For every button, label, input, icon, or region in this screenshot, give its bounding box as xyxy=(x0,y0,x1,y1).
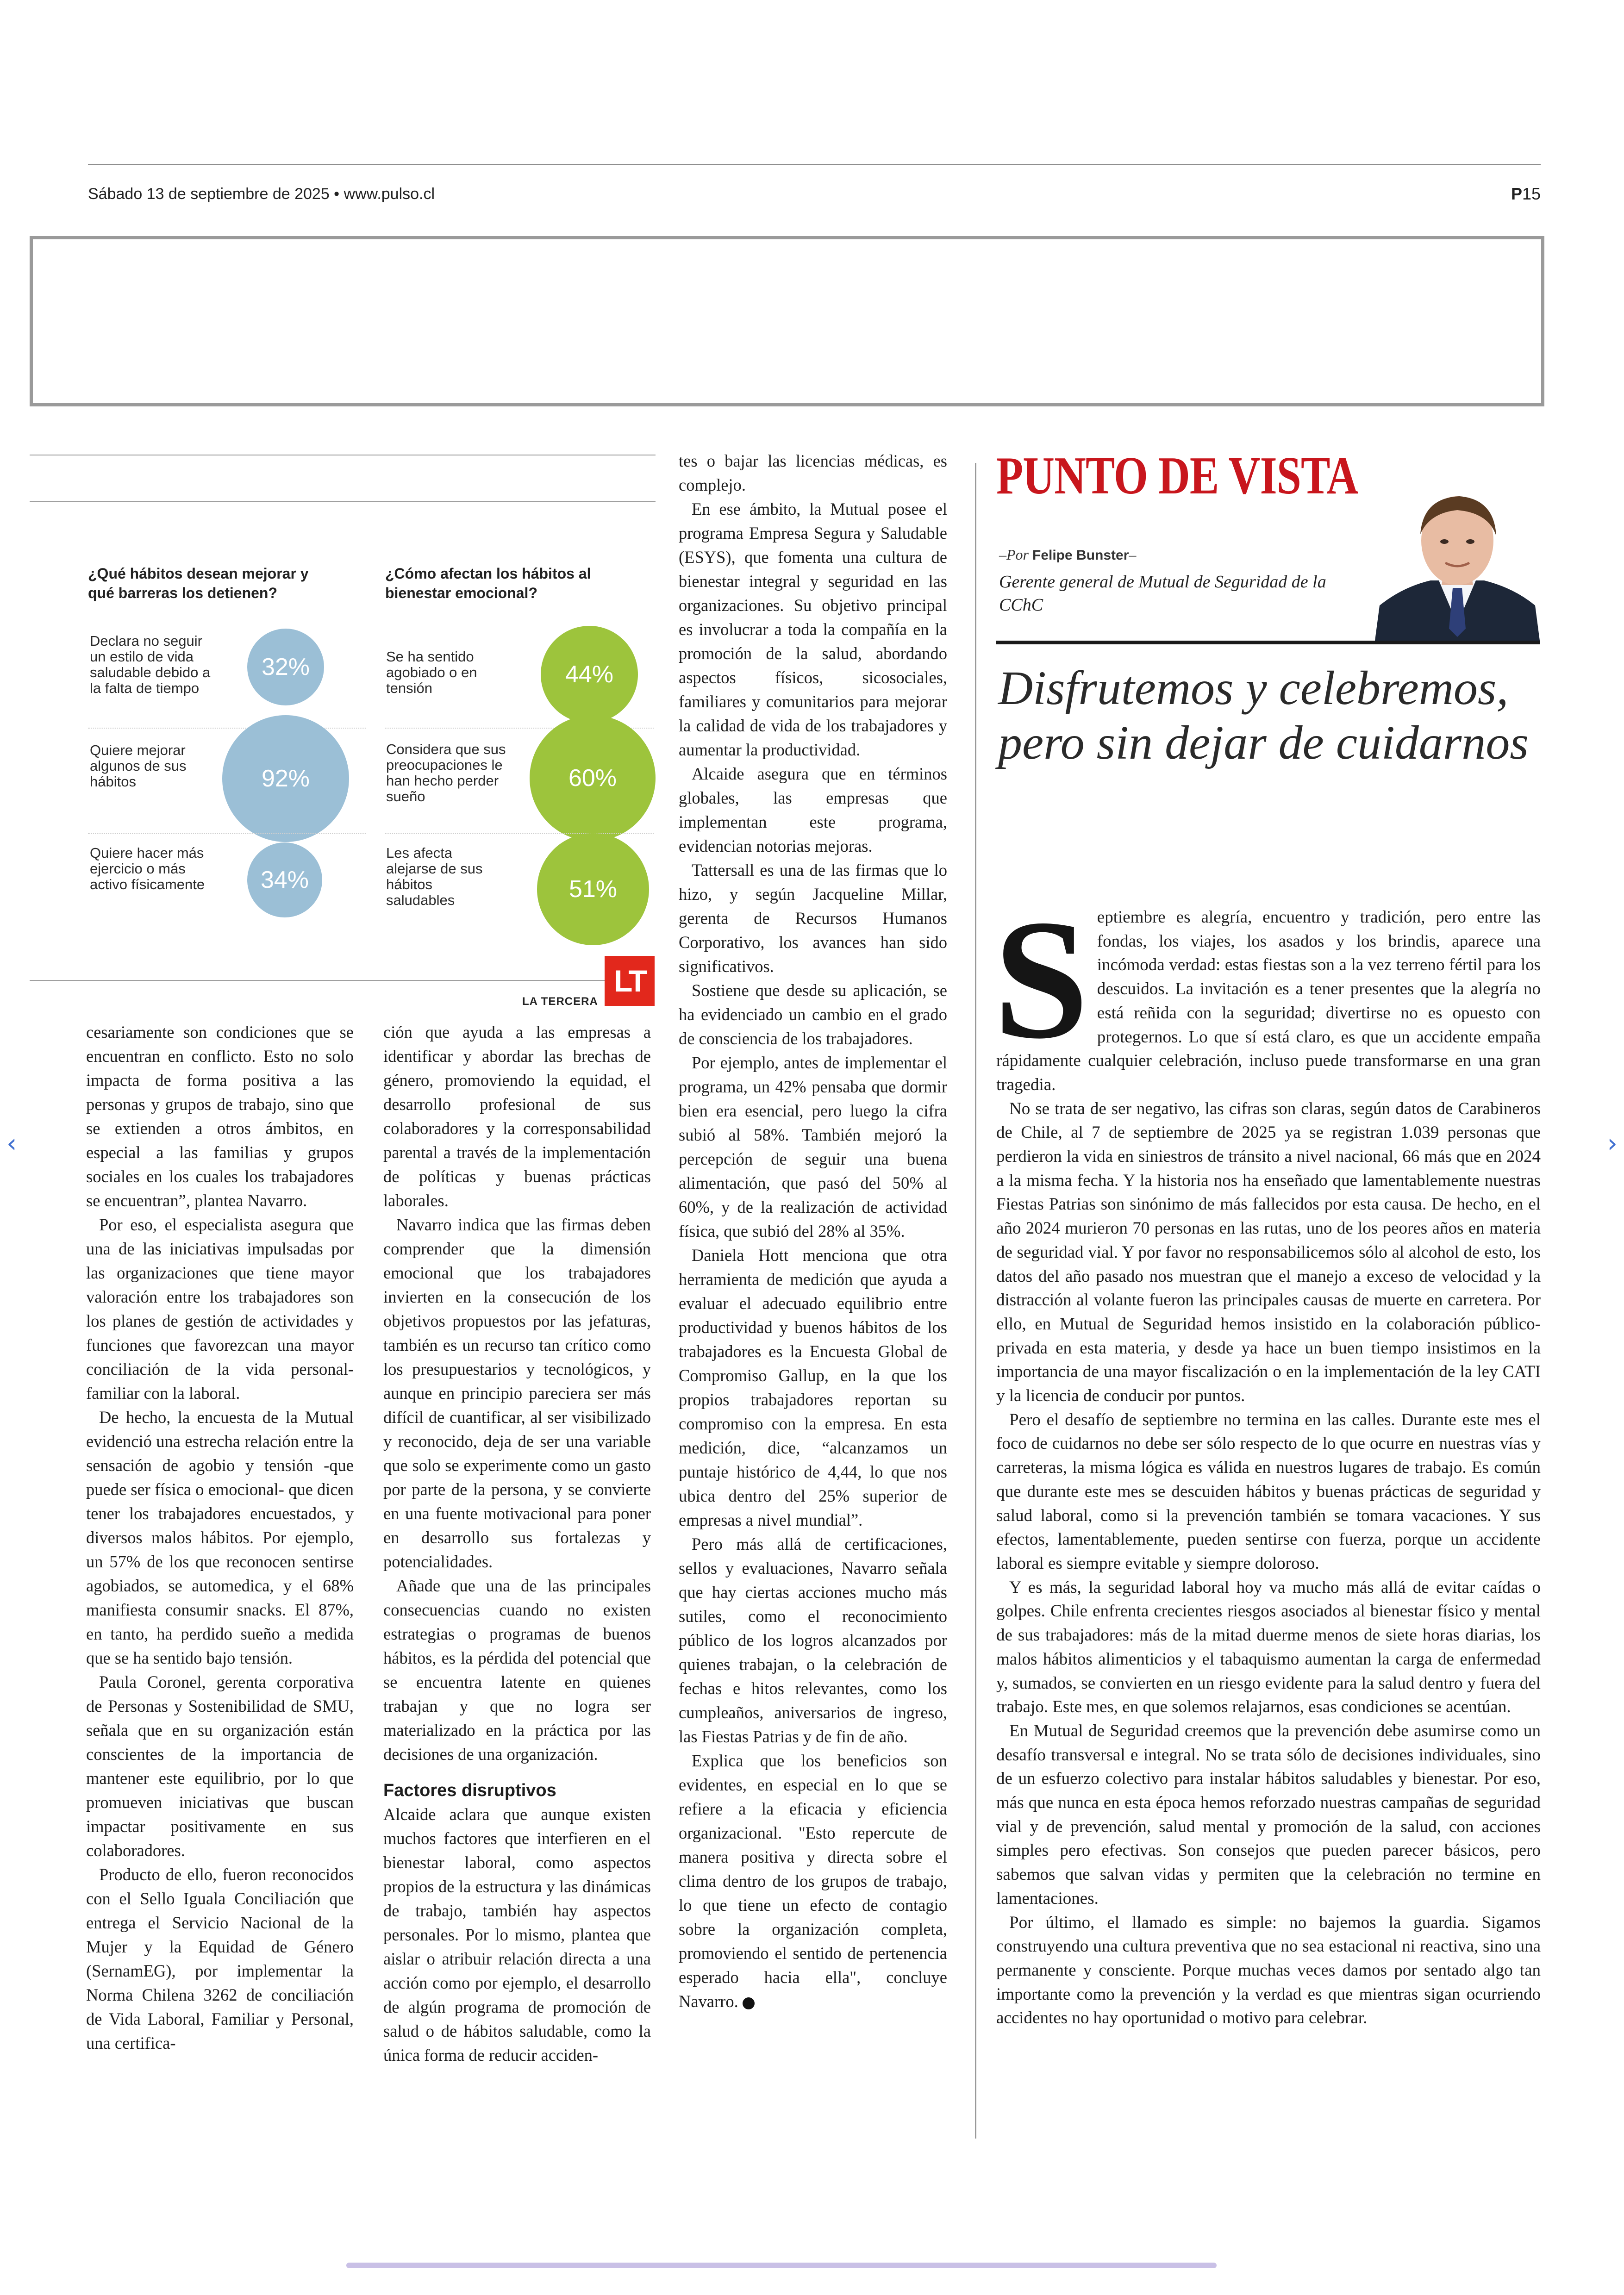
q1-separator-2 xyxy=(88,833,366,834)
section-title: PUNTO DE VISTA xyxy=(996,446,1358,505)
opinion-header-rule xyxy=(996,641,1540,644)
article-c2-p1: ción que ayuda a las empresas a identificar y abordar las brechas de género, promoviendo la equidad, el desarrollo profesional de sus colaboradores y la corresponsabilidad parental a través de la implementación de políticas y buenas prácticas laborales. xyxy=(383,1023,651,1210)
la-tercera-logo: LT xyxy=(605,956,655,1006)
dropcap-letter: S xyxy=(993,885,1089,1074)
q2-item-2-label: Considera que sus preocupaciones le han hecho perder sueño xyxy=(386,741,506,804)
opinion-title: Disfrutemos y celebremos, pero sin dejar de cuidarnos xyxy=(998,661,1529,769)
header-date-site: Sábado 13 de septiembre de 2025 • www.pulso.cl xyxy=(88,185,435,203)
infographic-source: LA TERCERA xyxy=(522,995,598,1008)
q1-item-1-bubble: 32% xyxy=(247,629,324,705)
article-c3-p2: En ese ámbito, la Mutual posee el programa Empresa Segura y Saludable (ESYS), que fomenta una cultura de bienestar integral y seguridad en las organizaciones. Su objetivo principal es involucrar a toda la compañía en la promoción de la salud, abordando aspectos físicos, sicosociales, familiares y comunitarios para mejorar la calidad de vida de los trabajadores y aumentar la productividad. xyxy=(679,499,947,759)
byline-author: Felipe Bunster xyxy=(1032,548,1129,563)
q2-title: ¿Cómo afectan los hábitos al bienestar emocional? xyxy=(385,565,591,601)
article-c3-p8: Pero más allá de certificaciones, sellos y evaluaciones, Navarro señala que hay ciertas acciones mucho más sutiles, como el reconocimiento público de los logros alcanzados por quienes trabajan, o la celebración de fechas e hitos relevantes, como los cumpleaños, aniversarios de ingreso, las Fiestas Patrias y de fin de año. xyxy=(679,1534,947,1746)
q1-item-3-label: Quiere hacer más ejercicio o más activo físicamente xyxy=(90,845,205,892)
opinion-p5: En Mutual de Seguridad creemos que la prevención debe asumirse como un desafío transversal e integral. No se trata sólo de decisiones individuales, sino de un esfuerzo colectivo para instalar hábitos saludables y bienestar. Por eso, más que nunca en esta época hemos reforzado nuestras campañas de seguridad vial y de prevención, salud mental y promoción de la salud, con acciones simples pero efectivas. Son consejos que pueden parecer básicos, pero sabemos que salvan vidas y permiten que la celebración no termine en lamentaciones. xyxy=(996,1721,1541,1908)
article-c3-p5: Sostiene que desde su aplicación, se ha evidenciado un cambio en el grado de consciencia de los trabajadores. xyxy=(679,981,947,1048)
prev-page-icon[interactable]: ‹ xyxy=(6,1129,17,1159)
opinion-body xyxy=(993,885,1541,2030)
article-column-2 xyxy=(383,1020,651,2067)
next-page-icon[interactable]: › xyxy=(1607,1129,1618,1159)
byline-prefix: –Por xyxy=(999,546,1029,563)
page-number-value: 15 xyxy=(1522,184,1541,203)
end-mark-icon xyxy=(743,1997,755,2009)
article-c3-p7: Daniela Hott menciona que otra herramienta de medición que ayuda a evaluar el adecuado equilibrio entre productividad y buenos hábitos de los trabajadores es la Encuesta Global de Compromiso Gallup, en la que los propios trabajadores reportan su compromiso con la empresa. En esta medición, dice, “alcanzamos un puntaje histórico de 4,44, lo que nos ubica dentro del 25% superior de empresas a nivel mundial”. xyxy=(679,1246,947,1529)
article-c1-p2: Por eso, el especialista asegura que una de las iniciativas impulsadas por las organizaciones que tiene mayor valoración entre los trabajadores son los planes de gestión de actividades y funciones que favorezcan una mayor conciliación de la vida personal- familiar con la laboral. xyxy=(86,1215,354,1403)
q2-item-2-bubble: 60% xyxy=(530,715,656,841)
opinion-p3: Pero el desafío de septiembre no termina en las calles. Durante este mes el foco de cuidarnos no debe ser sólo respecto de lo que ocurre en nuestras vías y carreteras, la misma lógica es válida en nuestros lugares de trabajo. Es común que durante este mes se descuiden hábitos y buenas prácticas de seguridad y salud laboral, como si la prevención también se tomara vacaciones. Y sus efectos, lamentablemente, pueden sentirse con fuerza, porque un accidente laboral es siempre evitable y siempre doloroso. xyxy=(996,1410,1541,1573)
q1-title: ¿Qué hábitos desean mejorar y qué barreras los detienen? xyxy=(88,565,309,601)
article-c2-p3: Añade que una de las principales consecuencias cuando no existen estrategias o programas de buenos hábitos, es la pérdida del potencial que se encuentra latente en quienes trabajan y que no logra ser materializado en la práctica por las decisiones de una organización. xyxy=(383,1576,651,1764)
article-column-1 xyxy=(86,1020,354,2055)
article-c1-p1: cesariamente son condiciones que se encuentran en conflicto. Esto no solo impacta de forma positiva a las personas y grupos de trabajo, sino que se extienden a otros ámbitos, en especial a las familias y grupos sociales en los cuales los trabajadores se encuentran”, plantea Navarro. xyxy=(86,1023,354,1210)
article-c1-p3: De hecho, la encuesta de la Mutual evidenció una estrecha relación entre la sensación de agobio y tensión -que puede ser física o emocional- que dicen tener los trabajadores encuestados, y diversos malos hábitos. Por ejemplo, un 57% de los que reconocen sentirse agobiados, se automedica, y el 68% manifiesta consumir snacks. El 87%, en tanto, ha perdido sueño a medida que se ha sentido bajo tensión. xyxy=(86,1408,354,1667)
q2-item-1-bubble: 44% xyxy=(541,626,638,723)
header-top-rule xyxy=(88,164,1541,165)
article-c3-p3: Alcaide asegura que en términos globales, las empresas que implementan este programa, evidencian notorias mejoras. xyxy=(679,764,947,855)
opinion-p2: No se trata de ser negativo, las cifras son claras, según datos de Carabineros de Chile, al 7 de septiembre de 2025 ya se registran 1.039 personas que perdieron la vida en siniestros de tránsito a nivel nacional, 66 más que en 2024 a la misma fecha. Y la historia nos ha enseñado que lamentablemente nuestras Fiestas Patrias son sinónimo de más fallecidos por esta causa. De hecho, en el año 2024 murieron 70 personas en las rutas, uno de los peores años en materia de seguridad vial. Y por favor no responsabilicemos sólo al alcohol de esto, los datos del año pasado nos muestran que el manejo a exceso de velocidad y la distracción al volante fueron las principales causas de muerte en carretera. Por ello, en Mutual de Seguridad hemos insistido en la colaboración público-privada en esta materia, y desde ya hace un buen tiempo insistimos en la importancia de una mayor fiscalización o en la implementación de la ley CATI y la licencia de conducir por puntos. xyxy=(996,1099,1541,1406)
article-c1-p5: Producto de ello, fueron reconocidos con el Sello Iguala Conciliación que entrega el Servicio Nacional de la Mujer y la Equidad de Género (SernamEG), por implementar la Norma Chilena 3262 de conciliación de Vida Laboral, Familiar y Personal, una certifica- xyxy=(86,1865,354,2052)
horizontal-scrollbar[interactable] xyxy=(346,2263,1217,2268)
q1-item-2-label: Quiere mejorar algunos de sus hábitos xyxy=(90,742,187,790)
infographic-bottom-rule xyxy=(30,980,608,981)
opinion-p4: Y es más, la seguridad laboral hoy va mucho más allá de evitar caídas o golpes. Chile enfrenta crecientes riesgos asociados al bienestar físico y mental de sus trabajadores: más de la mitad duerme menos de siete horas diarias, los malos hábitos alimenticios y el tabaquismo aumentan la carga de enfermedad y, sumados, se convierten en un riesgo evidente para la salud dentro y fuera del trabajo. Este mes, en que solemos relajarnos, esas condiciones se acentúan. xyxy=(996,1578,1541,1717)
article-c2-p2: Navarro indica que las firmas deben comprender que la dimensión emocional que los trabajadores invierten en la consecución de los objetivos propuestos por las jefaturas, también es un recurso tan crítico como los presupuestarios y tecnológicos, y aunque en principio pareciera ser más difícil de cuantificar, al ser visibilizado y reconocido, deja de ser una variable que solo se experimente como un gasto por parte de la persona, y se convierte en una fuente motivacional para poner en desarrollo sus fortalezas y potencialidades. xyxy=(383,1215,651,1571)
q2-separator-2 xyxy=(385,833,654,834)
article-c3-p9 xyxy=(679,1749,947,2014)
article-c1-p4: Paula Coronel, gerenta corporativa de Personas y Sostenibilidad de SMU, señala que en su organización están conscientes de la importancia de mantener este equilibrio, por lo que promueven iniciativas que buscan impactar positivamente en sus colaboradores. xyxy=(86,1672,354,1860)
q1-item-1-label: Declara no seguir un estilo de vida saludable debido a la falta de tiempo xyxy=(90,633,211,696)
byline-suffix: – xyxy=(1129,546,1137,563)
q2-item-3-label: Les afecta alejarse de sus hábitos saludables xyxy=(386,845,483,908)
column-divider xyxy=(975,463,976,2139)
article-subheading: Factores disruptivos xyxy=(383,1781,556,1800)
article-column-3 xyxy=(679,449,947,2014)
article-c3-p6: Por ejemplo, antes de implementar el programa, un 42% pensaba que dormir bien era esencial, pero luego la cifra subió al 58%. También mejoró la percepción de seguir una buena alimentación, que pasó del 50% al 60%, y de la realización de actividad física, que subió del 28% al 35%. xyxy=(679,1053,947,1241)
infographic-second-rule xyxy=(30,501,656,502)
q2-item-1-label: Se ha sentido agobiado o en tensión xyxy=(386,649,477,696)
article-c3-p4: Tattersall es una de las firmas que lo hizo, y según Jacqueline Millar, gerenta de Recursos Humanos Corporativo, los avances han sido significativos. xyxy=(679,861,947,976)
q1-item-3-bubble: 34% xyxy=(247,842,322,917)
q1-item-2-bubble: 92% xyxy=(222,715,349,842)
article-c2-p4: Alcaide aclara que aunque existen muchos factores que interfieren en el bienestar laboral, como aspectos propios de la estructura y las dinámicas de trabajo, también hay aspectos personales. Por lo mismo, plantea que aislar o atribuir relación directa a una acción como por ejemplo, el desarrollo de algún programa de promoción de salud o de hábitos saludable, como la única forma de reducir acciden- xyxy=(383,1805,651,2064)
article-c3-p9-text: Explica que los beneficios son evidentes, en especial en lo que se refiere a la eficacia y eficiencia organizacional. "Esto repercute de manera positiva y directa sobre el clima dentro de los grupos de trabajo, lo que tiene un efecto de contagio sobre la organización completa, promoviendo el sentido de pertenencia esperado hacia ella", concluye Navarro. xyxy=(679,1751,947,2011)
ad-placeholder-box xyxy=(30,236,1544,406)
q2-item-3-bubble: 51% xyxy=(537,833,649,945)
byline xyxy=(999,546,1136,563)
page-prefix: P xyxy=(1511,184,1522,203)
article-c3-p1: tes o bajar las licencias médicas, es complejo. xyxy=(679,451,947,494)
opinion-p6: Por último, el llamado es simple: no bajemos la guardia. Sigamos construyendo una cultura preventiva que no sea estacional ni reactiva, sino una permanente y consciente. Porque muchas veces damos por sentado algo tan importante como la prevención y la verdad es que mientras sigan ocurriendo accidentes no hay oportunidad o motivo para celebrar. xyxy=(996,1913,1541,2028)
author-role: Gerente general de Mutual de Seguridad de la CChC xyxy=(999,572,1326,615)
author-photo-svg xyxy=(1375,490,1540,641)
page-number xyxy=(1511,184,1541,204)
author-photo xyxy=(1375,490,1540,641)
opinion-p1: eptiembre es alegría, encuentro y tradición, pero entre las fondas, los viajes, los asados y los brindis, aparece una incómoda verdad: estas fiestas son a la vez terreno fértil para los descuidos. La invitación es a tener presentes que la alegría no está reñida con la seguridad; divertirse no es opuesto con protegernos. Lo que sí está claro, es que un accidente empaña rápidamente cualquier celebración, incluso puede transformarse en una gran tragedia. xyxy=(996,908,1541,1094)
